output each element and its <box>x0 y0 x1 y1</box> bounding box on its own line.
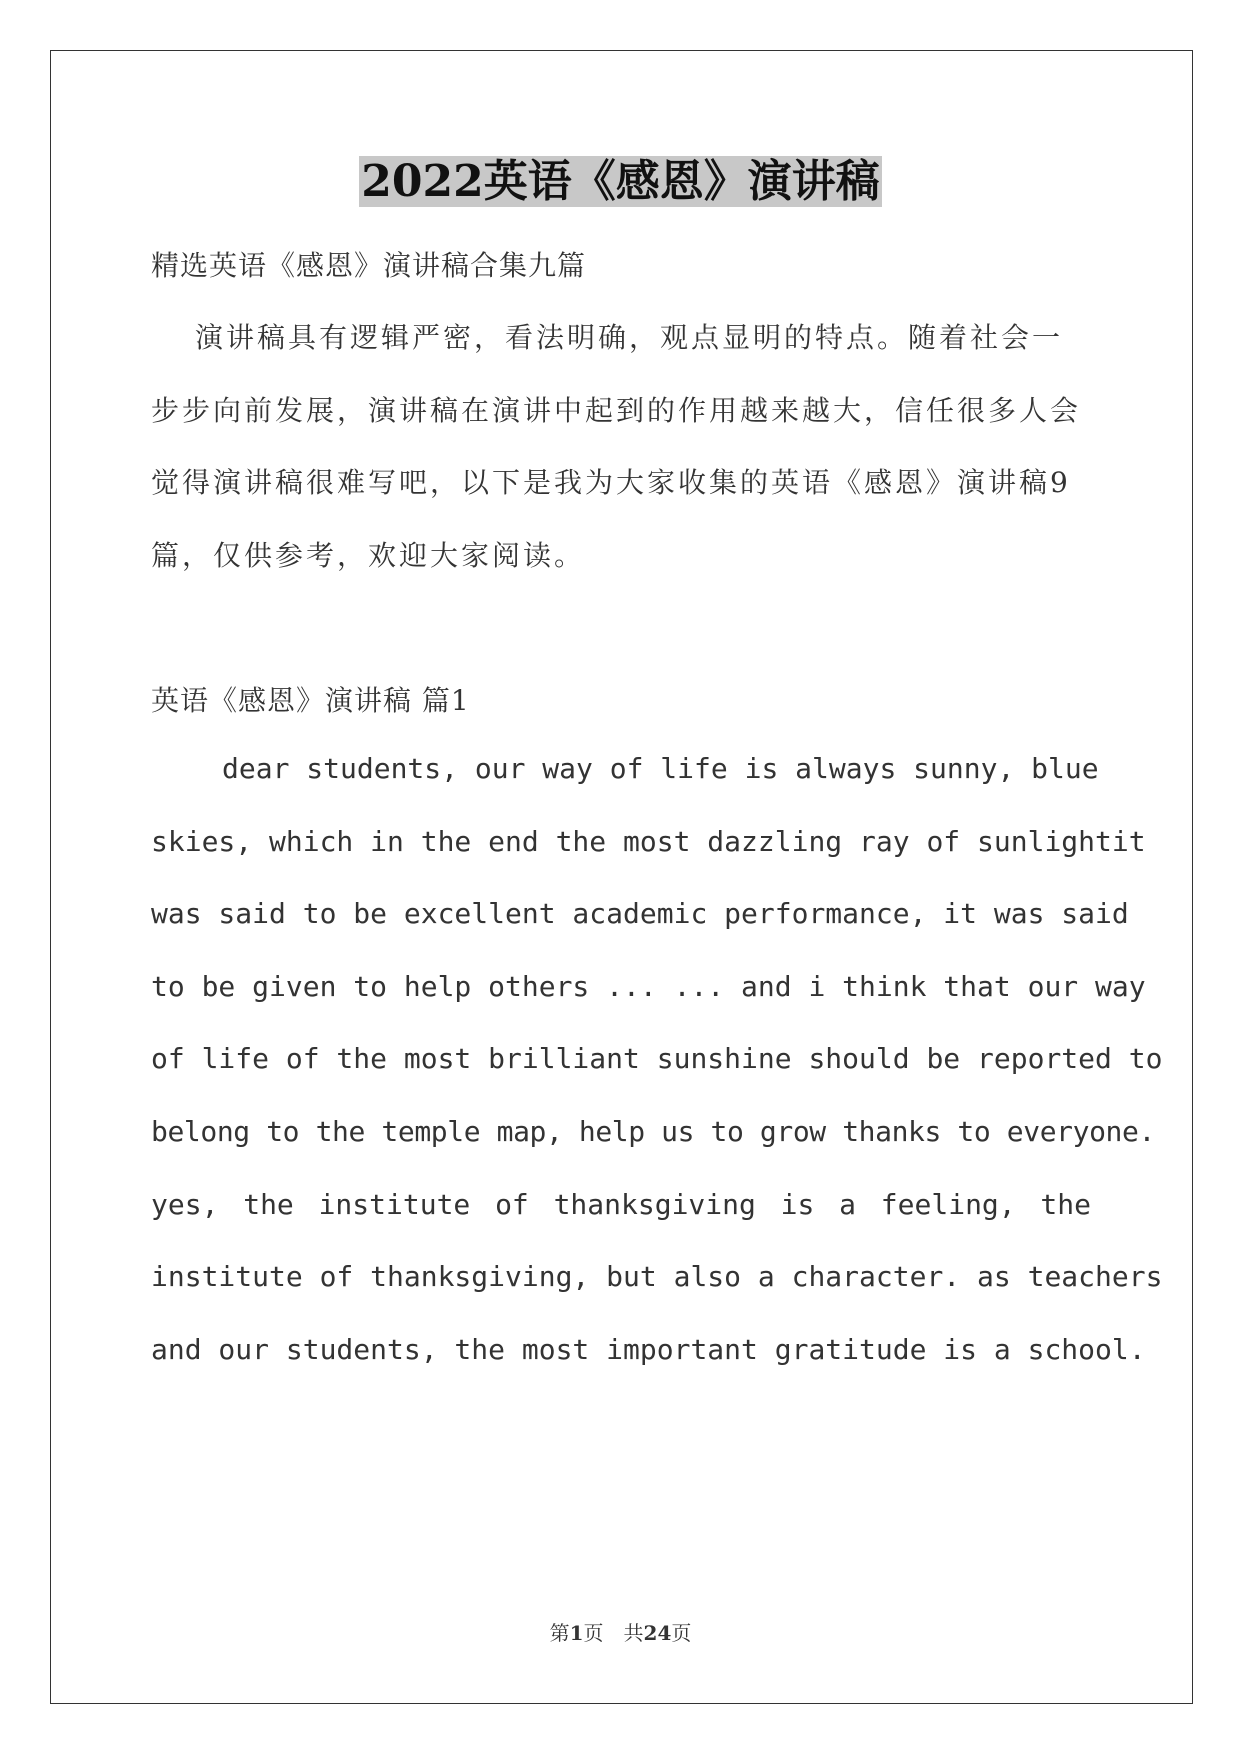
body-line-3: was said to be excellent academic performance, it was said <box>151 897 1129 930</box>
body-line-7: yes, the institute of thanksgiving is a feeling, the <box>151 1188 1091 1221</box>
section-heading: 英语《感恩》演讲稿 篇1 <box>151 684 470 717</box>
footer-prefix: 第 <box>549 1621 570 1645</box>
body-line-6: belong to the temple map, help us to grow thanks to everyone. <box>151 1115 1155 1148</box>
document-title <box>0 152 1241 212</box>
body-line-2: skies, which in the end the most dazzling ray of sunlightit <box>151 825 1146 858</box>
footer-suffix: 页 <box>671 1621 692 1645</box>
body-line-8: institute of thanksgiving, but also a character. as teachers <box>151 1260 1163 1293</box>
body-line-4: to be given to help others ... ... and i think that our way <box>151 970 1146 1003</box>
body-line-5: of life of the most brilliant sunshine should be reported to <box>151 1042 1163 1075</box>
page-footer <box>0 1617 1241 1646</box>
title-text: 2022英语《感恩》演讲稿 <box>361 156 880 207</box>
subtitle: 精选英语《感恩》演讲稿合集九篇 <box>151 249 587 282</box>
body-line-1: dear students, our way of life is always sunny, blue <box>222 752 1099 785</box>
page-border <box>50 50 1193 1704</box>
footer-total-pages: 24 <box>643 1621 672 1645</box>
footer-page-number: 1 <box>569 1621 584 1645</box>
intro-line-4: 篇，仅供参考，欢迎大家阅读。 <box>151 539 586 572</box>
intro-line-2: 步步向前发展，演讲稿在演讲中起到的作用越来越大，信任很多人会 <box>151 394 1082 427</box>
intro-line-3: 觉得演讲稿很难写吧，以下是我为大家收集的英语《感恩》演讲稿9 <box>151 466 1071 499</box>
body-line-9: and our students, the most important gratitude is a school. <box>151 1333 1146 1366</box>
footer-mid: 页 共 <box>583 1621 644 1645</box>
intro-line-1: 演讲稿具有逻辑严密，看法明确，观点显明的特点。随着社会一 <box>195 321 1064 354</box>
